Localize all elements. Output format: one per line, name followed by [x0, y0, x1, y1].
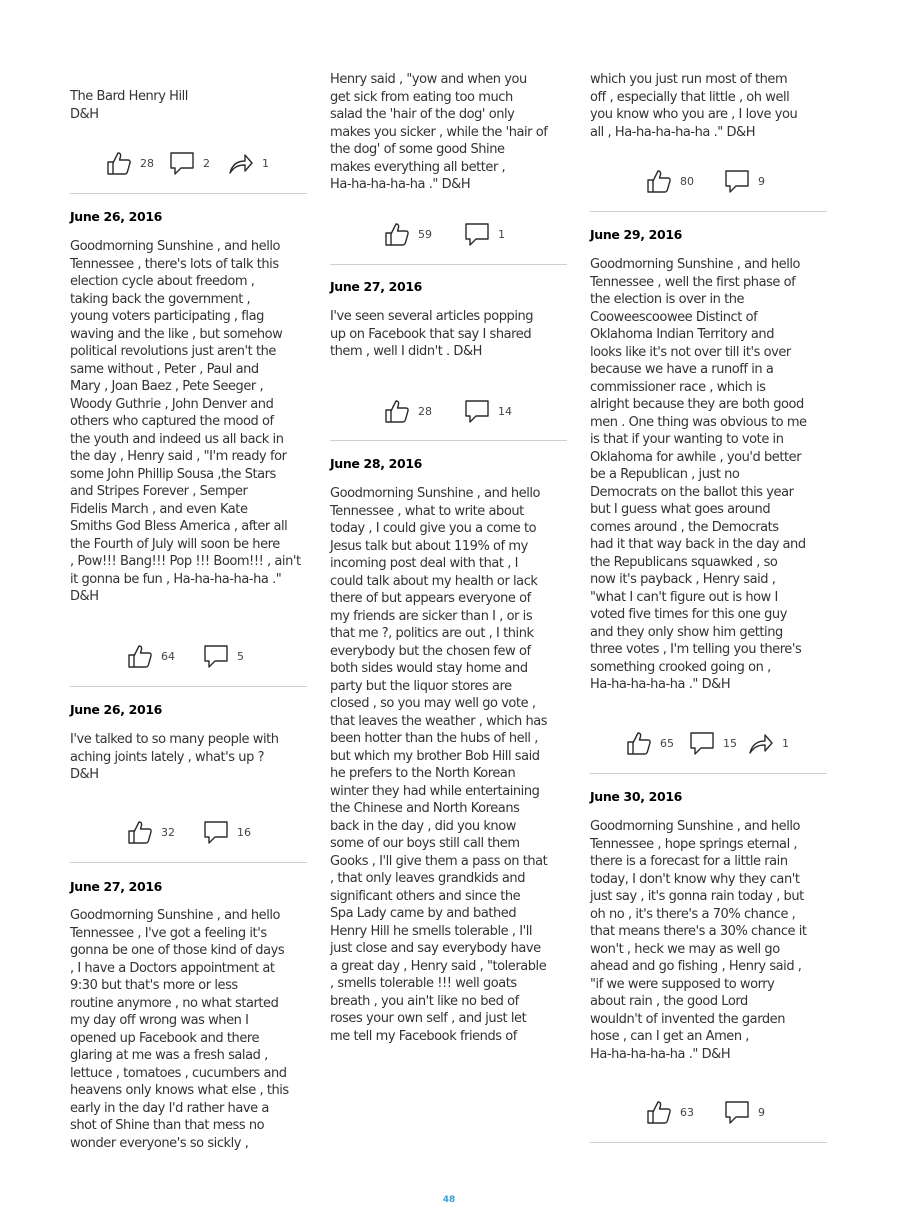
comment-count[interactable]: 9 [724, 168, 765, 194]
like-count[interactable]: 59 [384, 221, 432, 247]
comment-icon [169, 150, 195, 176]
post-date: June 26, 2016 [70, 702, 163, 717]
divider [590, 773, 827, 774]
thumbs-up-icon [384, 398, 410, 424]
post-text: which you just run most of them off , especially that little , oh well you know who you are , I love you all , Ha-ha-ha-ha-ha ." D&H [590, 72, 798, 140]
comment-icon [689, 730, 715, 756]
like-count[interactable]: 64 [127, 643, 175, 669]
divider [590, 211, 827, 212]
divider [70, 862, 307, 863]
post-date: June 26, 2016 [70, 209, 163, 224]
post-text: The Bard Henry Hill D&H [70, 89, 188, 122]
post-date: June 27, 2016 [330, 279, 423, 294]
post-date: June 30, 2016 [590, 789, 683, 804]
like-count[interactable]: 28 [384, 398, 432, 424]
thumbs-up-icon [384, 221, 410, 247]
comment-count[interactable]: 14 [464, 398, 512, 424]
divider [330, 440, 567, 441]
thumbs-up-icon [626, 730, 652, 756]
divider [70, 193, 307, 194]
comment-count[interactable]: 9 [724, 1099, 765, 1125]
like-count[interactable]: 63 [646, 1099, 694, 1125]
like-count[interactable]: 32 [127, 819, 175, 845]
share-arrow-icon [228, 150, 254, 176]
post-text: I've talked to so many people with aching joints lately , what's up ? D&H [70, 732, 279, 782]
post-text: Goodmorning Sunshine , and hello Tennessee , what to write about today , I could give you a come to Jesus talk but about 119% of my incoming post deal with that , I could talk about my health or lack there of but appears everyone of my friends are sicker than I , or is that me ?, politics are out , I think everybody but the chosen few of both sides would stay home and party but the liquor stores are closed , so you may well go vote , that leaves the weather , which has been hotter than the hubs of hell , but which my brother Bob Hill said he prefers to the North Korean winter they had while entertaining the Chinese and North Koreans back in the day , did you know some of our boys still call them Gooks , I'll give them a pass on that , that only leaves grandkids and significant others and since the Spa Lady came by and bathed Henry Hill he smells tolerable , I'll just close and say everybody have a great day , Henry said , "tolerable , smells tolerable !!! well goats breath , you ain't like no bed of roses your own self , and just let me tell my Facebook friends of [330, 486, 548, 1044]
post-date: June 27, 2016 [70, 879, 163, 894]
thumbs-up-icon [646, 1099, 672, 1125]
page-number: 48 [442, 1195, 456, 1205]
thumbs-up-icon [127, 819, 153, 845]
comment-count[interactable]: 15 [689, 730, 737, 756]
share-count[interactable]: 1 [228, 150, 269, 176]
comment-count[interactable]: 2 [169, 150, 210, 176]
like-count[interactable]: 28 [106, 150, 154, 176]
thumbs-up-icon [646, 168, 672, 194]
share-count[interactable]: 1 [748, 730, 789, 756]
thumbs-up-icon [106, 150, 132, 176]
comment-icon [203, 819, 229, 845]
post-text: Goodmorning Sunshine , and hello Tennessee , well the first phase of the election is over in the Cooweescoowee Distinct of Oklahoma Indian Territory and looks like it's not over till it's over because we have a runoff in a commissioner race , which is alright because they are both good men . One thing was obvious to me is that if your wanting to vote in Oklahoma for awhile , you'd better be a Republican , just no Democrats on the ballot this year but I guess what goes around comes around , the Democrats had it that way back in the day and the Republicans squawked , so now it's payback , Henry said , "what I can't figure out is how I voted five times for this one guy and they only show him getting three votes , I'm telling you there's something crooked going on , Ha-ha-ha-ha-ha ." D&H [590, 257, 807, 692]
like-count[interactable]: 65 [626, 730, 674, 756]
divider [70, 686, 307, 687]
comment-icon [464, 398, 490, 424]
post-text: Henry said , "yow and when you get sick from eating too much salad the 'hair of the dog' only makes you sicker , while the 'hair of the dog' of some good Shine makes everything all better , Ha-ha-ha-ha-ha ." D&H [330, 72, 548, 192]
comment-count[interactable]: 1 [464, 221, 505, 247]
comment-icon [724, 1099, 750, 1125]
comment-icon [464, 221, 490, 247]
post-text: Goodmorning Sunshine , and hello Tennessee , hope springs eternal , there is a forecast for a little rain today, I don't know why they can't just say , it's gonna rain today , but oh no , it's there's a 70% chance , that means there's a 30% chance it won't , heck we may as well go ahead and go fishing , Henry said , "if we were supposed to worry about rain , the good Lord wouldn't of invented the garden hose , can I get an Amen , Ha-ha-ha-ha-ha ." D&H [590, 819, 807, 1062]
thumbs-up-icon [127, 643, 153, 669]
post-date: June 29, 2016 [590, 227, 683, 242]
comment-count[interactable]: 5 [203, 643, 244, 669]
divider [330, 264, 567, 265]
comment-count[interactable]: 16 [203, 819, 251, 845]
post-date: June 28, 2016 [330, 456, 423, 471]
like-count[interactable]: 80 [646, 168, 694, 194]
divider [590, 1142, 827, 1143]
post-text: Goodmorning Sunshine , and hello Tennessee , I've got a feeling it's gonna be one of those kind of days , I have a Doctors appointment at 9:30 but that's more or less routine anymore , no what started my day off wrong was when I opened up Facebook and there glaring at me was a fresh salad , lettuce , tomatoes , cucumbers and heavens only knows what else , this early in the day I'd rather have a shot of Shine than that mess no wonder everyone's so sickly , [70, 908, 289, 1151]
post-text: I've seen several articles popping up on Facebook that say I shared them , well I didn't . D&H [330, 309, 534, 359]
share-arrow-icon [748, 730, 774, 756]
post-text: Goodmorning Sunshine , and hello Tennessee , there's lots of talk this election cycle about freedom , taking back the government , young voters participating , flag waving and the like , but somehow political revolutions just aren't the same without , Peter , Paul and Mary , Joan Baez , Pete Seeger , Woody Guthrie , John Denver and others who captured the mood of the youth and indeed us all back in the day , Henry said , "I'm ready for some John Phillip Sousa ,the Stars and Stripes Forever , Semper Fidelis March , and even Kate Smiths God Bless America , after all the Fourth of July will soon be here , Pow!!! Bang!!! Pop !!! Boom!!! , ain't it gonna be fun , Ha-ha-ha-ha-ha ." D&H [70, 239, 301, 604]
comment-icon [724, 168, 750, 194]
comment-icon [203, 643, 229, 669]
